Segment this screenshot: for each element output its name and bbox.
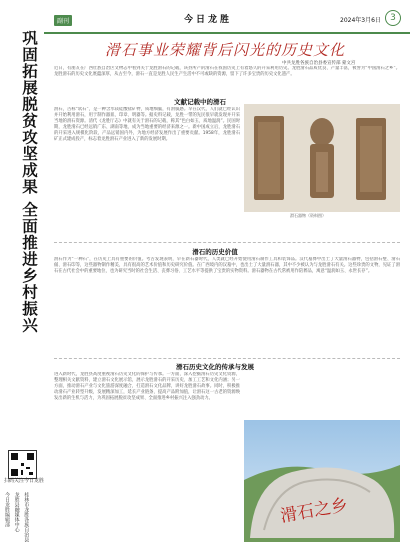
photo-caption: 滑石器物（资料图） [290, 213, 326, 218]
section-body: 进入新时代，龙胜县高度重视滑石历史文化的保护与传承。一方面，深入挖掘滑石历史文化资源，整理相关文献资料，建立滑石文化展示馆，展示龙胜滑石的开采历史、加工工艺和文化内涵；另一方面，推动滑石产业与文化旅游深度融合，打造滑石文化品牌，讲好龙胜滑石故事。同时，积极推动滑石产业转型升级，发展精深加工，延长产业链条，提高产品附加值，让滑石这一古老的资源焕发出新的生机与活力，为巩固拓展脱贫攻坚成果、全面推进乡村振兴注入强劲动力。 [54, 372, 240, 401]
artifact-illustration [244, 104, 400, 212]
left-slogan-column [0, 0, 44, 551]
imprint-line: 龙胜县融媒体中心 [13, 492, 20, 532]
divider [54, 242, 400, 243]
section-body: 滑石，古称“软石”，是一种含水镁硅酸盐矿物，质地细腻，有滑腻感。早在汉代，人们就已经认识并开始利用滑石，用于制作器皿、印章、明器等。据史料记载，龙胜一带的先民很早就发现并开采当地的滑石资源。清代《龙胜厅志》中就有关于滑石的记载，称其“色白如玉，质地温润”。民国时期，龙胜滑石已经远销广东、湖南等地，成为当地重要的经济来源之一。新中国成立后，龙胜滑石的开采进入规模化阶段，产品远销国内外，为地方经济发展作出了重要贡献。1958年，龙胜滑石矿正式建成投产，标志着龙胜滑石产业进入了新的发展时期。 [54, 107, 240, 142]
rock-inscription: 滑石之乡 [278, 495, 350, 527]
imprint-line: 今日龙胜编辑部 [4, 492, 10, 527]
imprint-block [4, 492, 44, 548]
section-title: 滑石的历史价值 [192, 248, 238, 256]
article-headline: 滑石事业荣耀背后闪光的历史文化 [104, 41, 345, 59]
qr-code-icon [8, 450, 37, 479]
article-byline: 中共龙胜各族自治县委宣传部 蒙文宫 [282, 61, 356, 66]
qr-caption: 扫码关注今日龙胜 [4, 478, 45, 484]
section-title: 滑石历史文化的传承与发展 [176, 363, 254, 371]
vertical-slogan: 巩固拓展脱贫攻坚成果 全面推进乡村振兴 [20, 30, 38, 334]
newspaper-name: 今日龙胜 [184, 15, 233, 25]
section-title: 文献记载中的滑石 [174, 98, 226, 106]
divider [54, 358, 400, 359]
page-header [44, 8, 410, 34]
article-intro: 近日，有朋友在广西壮族自治区文物志中看到关于龙胜滑石的记载，该县所产的滑石在我国历史上有着悠久的开采利用历史。龙胜滑石品质优良、产量丰富，被誉为“中国滑石之乡”。龙胜滑石的历史文化底蕴深厚，从古至今，滑石一直是龙胜人民生产生活中不可或缺的资源，留下了许多宝贵的历史文化遗产。 [54, 66, 400, 77]
section-tag: 副刊 [54, 15, 72, 26]
rock-illustration [244, 420, 400, 542]
headline-block [52, 36, 402, 66]
imprint-line: 桂林市龙胜各族自治县 [23, 492, 30, 542]
rock-inscription-photo [244, 420, 400, 542]
artifact-photo [244, 104, 400, 212]
issue-date: 2024年3月6日 [340, 17, 381, 24]
section-body: 滑石作为“一种石”，在历史上具有重要的价值。考古发现表明，早在新石器时代，人类就已经开始使用滑石制作工具和装饰品。汉代墓葬中出土了大量滑石器物，包括滑石璧、滑石俑、滑石印等，这些器物制作精美，具有很高的艺术价值和历史研究价值。在广西境内的汉墓中，也出土了大量滑石器，其中不少被认为与龙胜滑石有关。这些珍贵的文物，见证了滑石在古代社会中的重要地位，也为研究当时的社会生活、丧葬习俗、工艺水平等提供了宝贵的实物资料。滑石器物在古代常被用作陪葬品，寓意“温润如玉、永世长存”。 [54, 257, 400, 274]
page-number: 3 [385, 10, 401, 26]
